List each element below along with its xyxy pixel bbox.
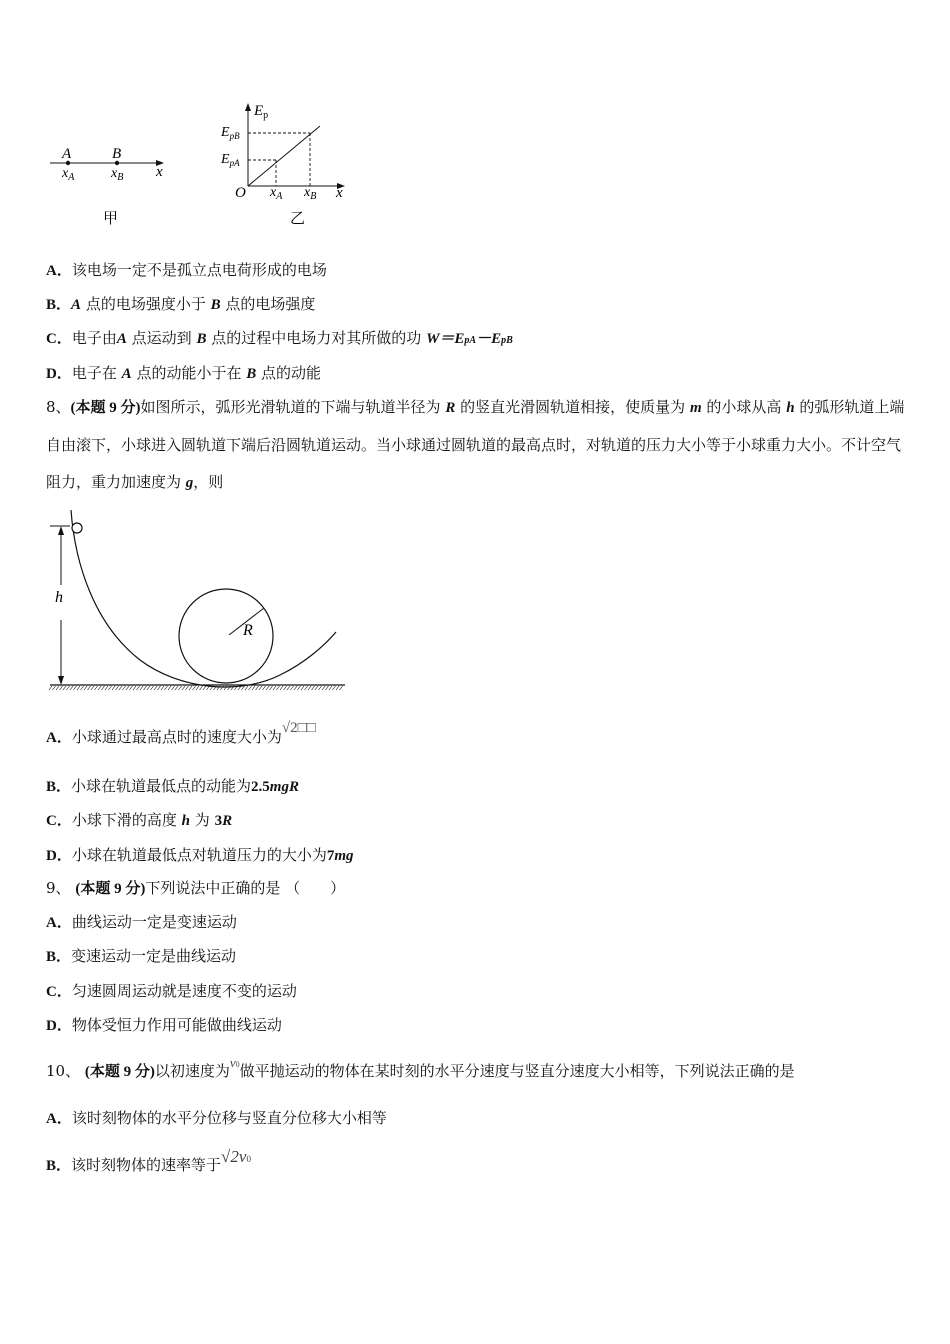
q7-option-b xyxy=(46,294,315,315)
q10-option-a xyxy=(46,1108,387,1129)
var-a: A xyxy=(116,331,127,347)
epa-label: $E_{pA}$ xyxy=(221,152,240,168)
option-text-mid: 点运动到 xyxy=(131,329,192,347)
hatch-mark xyxy=(200,686,203,690)
hatch-mark xyxy=(329,686,332,690)
hatch-mark xyxy=(70,686,73,690)
option-key: C xyxy=(46,331,57,347)
figure-jia-caption: 甲 xyxy=(103,211,119,227)
var-b: B xyxy=(246,366,257,382)
hatch-mark xyxy=(287,686,290,690)
option-text-post: 点的过程中电场力对其所做的功 xyxy=(211,329,422,347)
hatch-mark xyxy=(291,686,294,690)
loop-track xyxy=(179,589,273,683)
stem-text: 的小球从高 xyxy=(706,398,782,416)
var-a: A xyxy=(71,297,82,313)
hatch-mark xyxy=(326,686,329,690)
hatch-mark xyxy=(172,686,175,690)
q9-option-a xyxy=(46,912,237,933)
point-b-label: B xyxy=(112,146,122,162)
xb-label: $x_B$ xyxy=(111,166,124,183)
q8-stem xyxy=(46,389,908,502)
v0-formula: v0 xyxy=(229,1055,240,1070)
figure-track xyxy=(40,505,360,705)
q8-option-c xyxy=(46,810,232,831)
option-sep: ． xyxy=(56,848,72,864)
radius-label: R xyxy=(243,622,253,639)
hatch-mark xyxy=(280,686,283,690)
hatch-mark xyxy=(315,686,318,690)
hatch-mark xyxy=(270,686,273,690)
question-score: (本题 9 分) xyxy=(70,400,141,416)
epb-label: $E_{pB}$ xyxy=(221,125,240,141)
hatch-mark xyxy=(67,686,70,690)
option-text: 该时刻物体的速率等于 xyxy=(71,1156,222,1174)
ground-hatching xyxy=(49,686,343,690)
option-key: A xyxy=(46,1111,57,1127)
option-sep: ． xyxy=(56,984,72,1000)
option-key: A xyxy=(46,915,57,931)
hatch-mark xyxy=(154,686,157,690)
hatch-mark xyxy=(308,686,311,690)
q9-option-c xyxy=(46,981,297,1002)
hatch-mark xyxy=(284,686,287,690)
hatch-mark xyxy=(305,686,308,690)
var: mgR xyxy=(269,779,299,795)
hatch-mark xyxy=(301,686,304,690)
hatch-mark xyxy=(112,686,115,690)
hatch-mark xyxy=(88,686,91,690)
option-sep: ． xyxy=(56,949,72,965)
stem-text: 下列说法中正确的是 （ ） xyxy=(145,879,346,897)
hatch-mark xyxy=(102,686,105,690)
option-key: B xyxy=(46,949,57,965)
option-key: C xyxy=(46,813,57,829)
hatch-mark xyxy=(186,686,189,690)
stem-text: 做平抛运动的物体在某时刻的水平分速度与竖直分速度大小相等，下列说法正确的是 xyxy=(239,1062,795,1080)
var: mg xyxy=(334,848,354,864)
hatch-mark xyxy=(147,686,150,690)
xa-label: $x_A$ xyxy=(62,166,75,183)
stem-text: 的弧形轨道上端自由滚下，小球进入圆轨道下端后沿圆轨道运动。当小球通过圆轨道的最高点时，对轨道的压力大小等于小球重力大小。不计空气阻力，重力加速度为 xyxy=(46,398,905,491)
stem-text: 如图所示，弧形光滑轨道的下端与轨道半径为 xyxy=(140,398,441,416)
hatch-mark xyxy=(298,686,301,690)
origin-label: O xyxy=(235,185,246,201)
option-sep: ． xyxy=(56,1158,72,1174)
option-text-pre: 电子由 xyxy=(71,329,117,347)
hatch-mark xyxy=(109,686,112,690)
hatch-mark xyxy=(179,686,182,690)
option-sep: ． xyxy=(56,366,72,382)
var-h: h xyxy=(181,813,190,829)
q9-option-d xyxy=(46,1015,282,1036)
axis-x-label: x xyxy=(156,164,163,180)
hatch-mark xyxy=(266,686,269,690)
option-text: 曲线运动一定是变速运动 xyxy=(71,913,237,931)
hatch-mark xyxy=(165,686,168,690)
option-sep: ． xyxy=(56,915,72,931)
option-sep: ． xyxy=(56,1111,72,1127)
option-sep: ． xyxy=(56,730,72,746)
hatch-mark xyxy=(252,686,255,690)
hatch-mark xyxy=(277,686,280,690)
question-score: (本题 9 分) xyxy=(84,1064,155,1080)
option-text: 小球在轨道最低点对轨道压力的大小为 xyxy=(71,846,327,864)
hatch-mark xyxy=(263,686,266,690)
option-text-mid: 点的动能小于在 xyxy=(136,364,242,382)
height-arrow-head-up xyxy=(58,526,64,535)
hatch-mark xyxy=(322,686,325,690)
hatch-mark xyxy=(273,686,276,690)
speed-formula: √2v0 xyxy=(221,1147,251,1166)
stem-text: 以初速度为 xyxy=(154,1062,230,1080)
hatch-mark xyxy=(175,686,178,690)
ep-line xyxy=(248,126,320,186)
hatch-mark xyxy=(336,686,339,690)
hatch-mark xyxy=(53,686,56,690)
hatch-mark xyxy=(63,686,66,690)
option-text: 匀速圆周运动就是速度不变的运动 xyxy=(71,982,297,1000)
option-sep: ． xyxy=(56,779,72,795)
option-text-post: 点的动能 xyxy=(261,364,322,382)
hatch-mark xyxy=(151,686,154,690)
hatch-mark xyxy=(77,686,80,690)
option-key: B xyxy=(46,1158,57,1174)
hatch-mark xyxy=(259,686,262,690)
y-axis-label: $E_p$ xyxy=(254,103,269,121)
option-text: 该时刻物体的水平分位移与竖直分位移大小相等 xyxy=(71,1109,387,1127)
velocity-formula: √2□□ xyxy=(281,720,316,736)
q7-option-a xyxy=(46,260,327,281)
question-number: 9、 xyxy=(46,879,71,897)
hatch-mark xyxy=(116,686,119,690)
hatch-mark xyxy=(333,686,336,690)
stem-text: ，则 xyxy=(193,473,224,491)
hatch-mark xyxy=(60,686,63,690)
var-b: B xyxy=(210,297,221,313)
q8-option-d xyxy=(46,845,354,866)
var-g: g xyxy=(185,475,194,491)
xa-label: $x_A$ xyxy=(270,185,283,202)
var-m: m xyxy=(689,400,702,416)
hatch-mark xyxy=(74,686,77,690)
option-key: C xyxy=(46,984,57,1000)
var-r: R xyxy=(222,813,233,829)
y-axis-arrow xyxy=(245,103,251,111)
hatch-mark xyxy=(256,686,259,690)
hatch-mark xyxy=(95,686,98,690)
option-key: A xyxy=(46,263,57,279)
hatch-mark xyxy=(168,686,171,690)
option-sep: ． xyxy=(56,1018,72,1034)
option-key: D xyxy=(46,1018,57,1034)
hatch-mark xyxy=(126,686,129,690)
q8-option-b xyxy=(46,776,299,797)
hatch-mark xyxy=(98,686,101,690)
var-a: A xyxy=(121,366,132,382)
option-sep: ． xyxy=(56,297,72,313)
ball xyxy=(72,523,82,533)
xb-label: $x_B$ xyxy=(304,185,317,202)
option-text-post: 点的电场强度 xyxy=(225,295,316,313)
figure-yi-caption: 乙 xyxy=(290,211,306,227)
hatch-mark xyxy=(91,686,94,690)
axis-x-label: x xyxy=(336,185,343,201)
hatch-mark xyxy=(340,686,343,690)
hatch-mark xyxy=(203,686,206,690)
hatch-mark xyxy=(161,686,164,690)
figure-jia xyxy=(44,140,174,230)
hatch-mark xyxy=(144,686,147,690)
hatch-mark xyxy=(245,686,248,690)
hatch-mark xyxy=(119,686,122,690)
arc-track xyxy=(71,510,336,687)
option-sep: ． xyxy=(56,813,72,829)
hatch-mark xyxy=(158,686,161,690)
value: 7 xyxy=(326,848,335,864)
hatch-mark xyxy=(249,686,252,690)
height-label: h xyxy=(55,589,63,606)
option-text-mid: 为 xyxy=(194,811,210,829)
q9-stem xyxy=(46,878,345,899)
option-key: D xyxy=(46,848,57,864)
option-text: 变速运动一定是曲线运动 xyxy=(71,947,237,965)
option-sep: ． xyxy=(56,331,72,347)
hatch-mark xyxy=(319,686,322,690)
q9-option-b xyxy=(46,946,236,967)
option-key: B xyxy=(46,779,57,795)
q10-stem xyxy=(46,1055,795,1084)
hatch-mark xyxy=(56,686,59,690)
q7-option-d xyxy=(46,363,321,384)
q8-option-a xyxy=(46,720,316,748)
work-formula: W＝EpA－EpB xyxy=(426,331,513,347)
option-text-mid: 点的电场强度小于 xyxy=(85,295,206,313)
hatch-mark xyxy=(312,686,315,690)
hatch-mark xyxy=(196,686,199,690)
option-text: 小球在轨道最低点的动能为 xyxy=(71,777,252,795)
option-text-pre: 电子在 xyxy=(71,364,117,382)
q7-option-c xyxy=(46,328,513,351)
option-key: A xyxy=(46,730,57,746)
height-arrow-head-down xyxy=(58,676,64,685)
hatch-mark xyxy=(105,686,108,690)
option-key: B xyxy=(46,297,57,313)
hatch-mark xyxy=(137,686,140,690)
q10-option-b xyxy=(46,1147,251,1177)
value: 2.5 xyxy=(251,779,270,795)
option-text: 小球下滑的高度 xyxy=(71,811,177,829)
hatch-mark xyxy=(81,686,84,690)
option-text: 小球通过最高点时的速度大小为 xyxy=(71,728,282,746)
hatch-mark xyxy=(140,686,143,690)
var-b: B xyxy=(196,331,207,347)
hatch-mark xyxy=(130,686,133,690)
hatch-mark xyxy=(193,686,196,690)
hatch-mark xyxy=(49,686,52,690)
var-r: R xyxy=(445,400,456,416)
hatch-mark xyxy=(182,686,185,690)
hatch-mark xyxy=(133,686,136,690)
option-text: 物体受恒力作用可能做曲线运动 xyxy=(71,1016,282,1034)
stem-text: 的竖直光滑圆轨道相接，使质量为 xyxy=(460,398,686,416)
option-sep: ． xyxy=(56,263,72,279)
value: 3 xyxy=(214,813,223,829)
point-a-label: A xyxy=(62,146,72,162)
figure-yi xyxy=(218,98,353,230)
question-number: 8、 xyxy=(46,398,71,416)
hatch-mark xyxy=(294,686,297,690)
hatch-mark xyxy=(123,686,126,690)
var-h: h xyxy=(786,400,795,416)
question-score: (本题 9 分) xyxy=(75,881,146,897)
option-text: 该电场一定不是孤立点电荷形成的电场 xyxy=(71,261,327,279)
option-key: D xyxy=(46,366,57,382)
hatch-mark xyxy=(84,686,87,690)
hatch-mark xyxy=(189,686,192,690)
question-number: 10、 xyxy=(46,1062,81,1080)
